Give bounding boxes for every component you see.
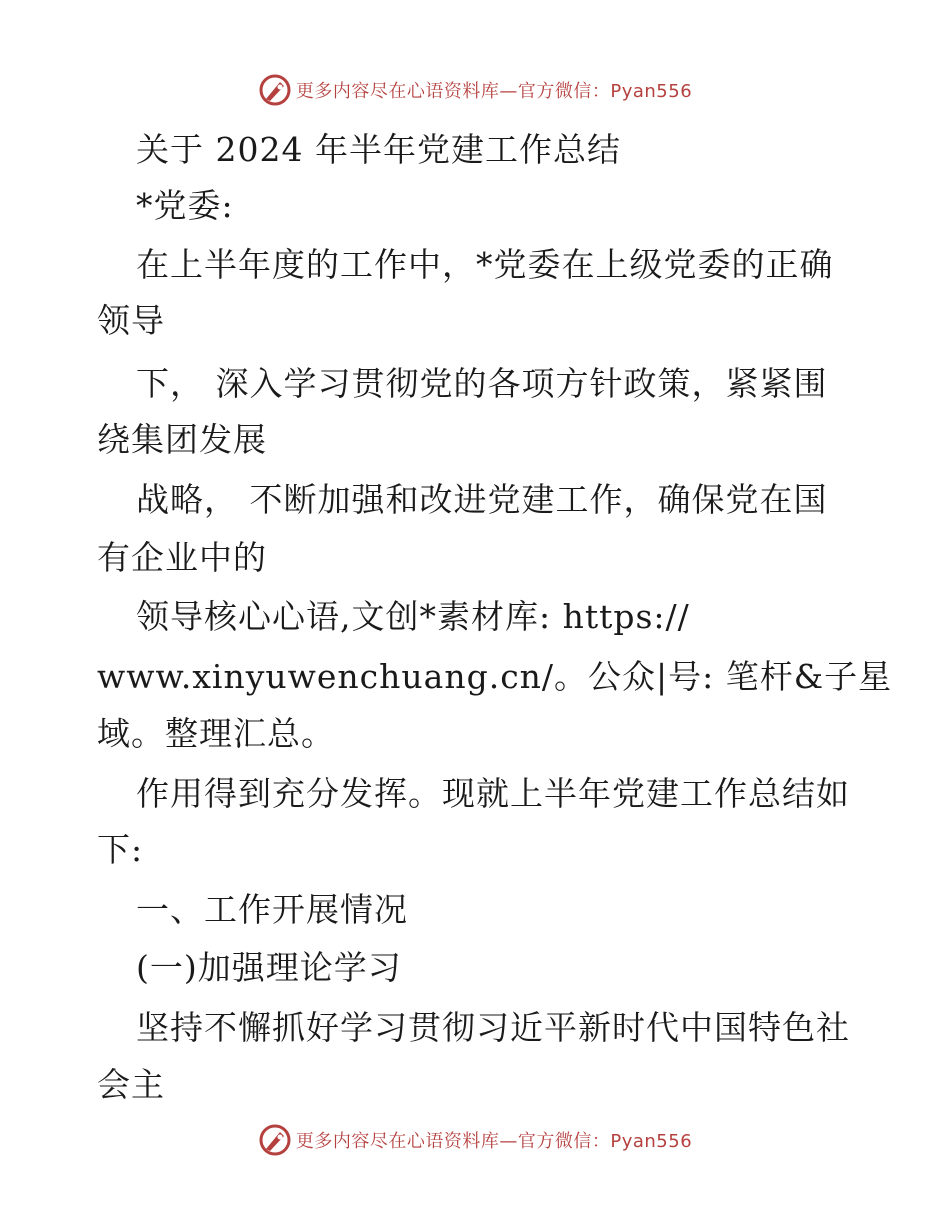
document-line: 战略， 不断加强和改进党建工作，确保党在国 [136, 480, 828, 519]
document-line: 领导核心心语,文创*素材库: https:// [136, 597, 690, 636]
document-line: 在上半年度的工作中，*党委在上级党委的正确 [136, 245, 834, 284]
document-line: 绕集团发展 [97, 420, 267, 459]
document-line: *党委: [136, 186, 234, 225]
header-watermark-banner [0, 70, 950, 110]
pen-nib-logo-icon [258, 73, 292, 107]
watermark-text: 更多内容尽在心语资料库—官方微信：Pyan556 [295, 81, 693, 102]
pen-nib-logo-icon [258, 1123, 292, 1157]
document-line: 会主 [97, 1065, 165, 1104]
document-line: 一、工作开展情况 [136, 890, 408, 929]
watermark-text: 更多内容尽在心语资料库—官方微信：Pyan556 [295, 1131, 693, 1152]
document-line: 下: [97, 830, 144, 869]
document-line: 坚持不懈抓好学习贯彻习近平新时代中国特色社 [136, 1008, 850, 1047]
document-line: 领导 [97, 301, 165, 340]
footer-watermark-banner [0, 1120, 950, 1160]
document-line: 下， 深入学习贯彻党的各项方针政策，紧紧围 [136, 364, 828, 403]
document-line: 作用得到充分发挥。现就上半年党建工作总结如 [136, 774, 850, 813]
document-line: 有企业中的 [97, 538, 267, 577]
document-line: (一)加强理论学习 [136, 948, 402, 987]
document-line: 关于 2024 年半年党建工作总结 [136, 130, 621, 169]
document-line: www.xinyuwenchuang.cn/。公众|号: 笔杆&子星 [97, 657, 893, 696]
document-line: 域。整理汇总。 [97, 714, 335, 753]
